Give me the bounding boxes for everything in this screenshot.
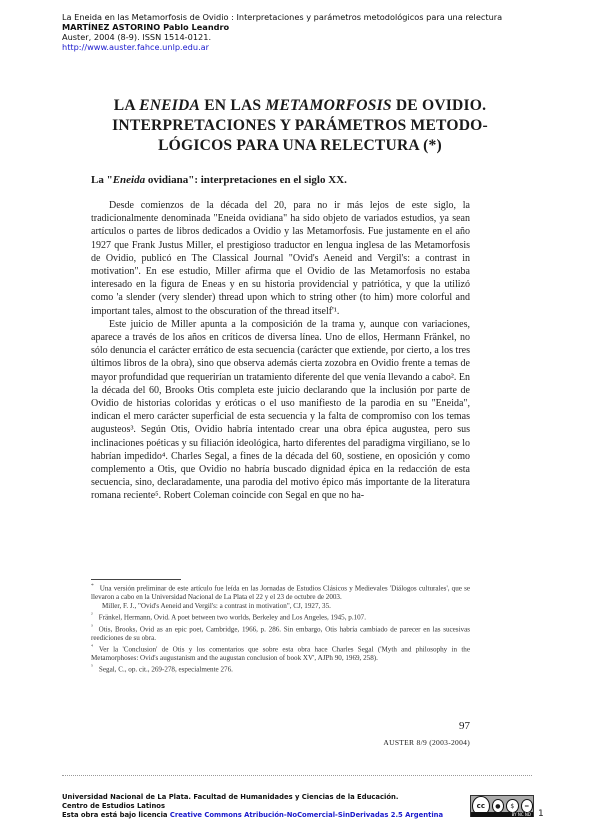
footnote [91,582,470,602]
footnote-text: Ver la 'Conclusion' de Otis y los comentarios que sobre esta obra hace Charles Segal ('Myth and philosophy in the Metamorphoses: Ovid's augustanism and the augustan conclusion of book XV', AJPh 90, 1969, 258). [91,645,470,663]
section-heading [91,174,347,186]
footnote-mark: ⁵ [91,664,93,671]
cc-label-nc: NC [517,812,524,817]
license-link[interactable]: Creative Commons Atribución-NoComercial-SinDerivadas 2.5 Argentina [169,811,444,819]
header-citation-title: La Eneida en las Metamorfosis de Ovidio : Interpretaciones y parámetros metodológicos para una relectura [62,12,503,22]
footer-institution: Universidad Nacional de La Plata. Facultad de Humanidades y Ciencias de la Educación. [62,793,399,801]
title-italic-eneida: ENEIDA [139,97,201,114]
footnotes [91,582,470,675]
paragraph-2: Este juicio de Miller apunta a la composición de la trama y, aunque con variaciones, aparece a través de los años en críticos de diversa línea. Uno de ellos, Hermann Fränkel, no sólo denuncia el carácter errático de esta secuencia (carácter que extiende, por cierto, a los tres últimos libros de la obra), sino que observa además cierta zozobra en Ovidio frente a temas de mayor profundidad que requerirían un tratamiento diferente del que venía llevando a cabo². En la década del 60, Brooks Otis completa este juicio declarando que la inclusión por parte de Ovidio de historias coloridas y eróticas o el uso manifiesto de la parodia en su "Eneida", indican el mero carácter superficial de esta secuencia y la falta de compromiso con los temas augusteos³. Según Otis, Ovidio habría intentado crear una obra épica augustea, pero sus inclinaciones poéticas y su filiación ideológica, harto diferentes del paradigma virgiliano, se lo habrían impedido⁴. Charles Segal, a fines de la década del 60, sostiene, en oposición y como complemento a Otis, que Ovidio no habría buscado dignidad épica en la redacción de esta secuencia, sino, declaradamente, una parodia del motivo épico más importante de la literatura romana reciente⁵. Robert Coleman coincide con Segal en que no ha- [91,318,470,502]
title-part: LA [113,97,140,114]
title-italic-metamorfosis: METAMORFOSIS [265,97,392,114]
footnote-divider [91,579,181,580]
journal-reference: AUSTER 8/9 (2003-2004) [383,738,470,747]
footer-license-prefix: Esta obra está bajo licencia [62,811,170,819]
header-link[interactable]: http://www.auster.fahce.unlp.edu.ar [62,42,210,52]
header-journal: Auster, 2004 (8-9). ISSN 1514-0121. [62,32,212,42]
section-heading-part: ovidiana": interpretaciones en el siglo XX. [145,174,347,186]
article-title [70,96,530,156]
nc-icon: $ [506,799,518,813]
title-line-2: INTERPRETACIONES Y PARÁMETROS METODO- [112,117,488,134]
document-header [62,12,582,52]
header-author: MARTÍNEZ ASTORINO Pablo Leandro [62,22,230,32]
footer-center: Centro de Estudios Latinos [62,802,166,810]
footnote-mark: ² [91,612,93,619]
footnote [91,663,470,674]
footnote-text: Segal, C., op. cit., 269-278, especialmente 276. [98,665,233,674]
section-heading-italic: Eneida [112,174,146,186]
footer-page-number: 1 [538,809,544,819]
by-icon: ● [492,799,504,813]
title-line-1 [70,96,530,116]
creative-commons-badge[interactable] [470,795,534,817]
nd-icon: = [521,799,533,813]
footer-divider [62,775,532,776]
footnote-mark: * [91,583,94,589]
footnote-mark: ³ [91,623,93,630]
paragraph-1: Desde comienzos de la década del 20, para no ir más lejos de este siglo, la tradicionalmente denominada "Eneida ovidiana" ha sido objeto de variados estudios, ya sean artículos o partes de libros dedicados a Ovidio y las Metamorfosis. Fue justamente en el año 1927 que Frank Justus Miller, el prestigioso traductor en lengua inglesa de las Metamorfosis de Ovidio, publicó en The Classical Journal "Ovid's Aeneid and Vergil's: a contrast in motivation". En ese estudio, Miller afirma que el Ovidio de las Metamorfosis no estaba interesado en la figura de Eneas y en su historia providencial y patriótica, y que la utilizó como 'a slender (very slender) thread upon which to string other (to him) more colorful and important tales, almost to the obscuration of the thread itself'¹. [91,200,470,317]
footnote [91,602,470,611]
title-part: EN LAS [200,97,266,114]
footnote [91,611,470,622]
page-number: 97 [459,720,470,732]
cc-badge-labels [471,812,533,817]
repository-footer [62,793,462,820]
cc-label-nd: ND [524,812,531,817]
footnote-mark: ⁴ [91,644,93,651]
footer-license [62,811,462,820]
cc-icon: cc [472,796,490,816]
footnote-text: Fränkel, Hermann, Ovid. A poet between two worlds, Berkeley and Los Angeles, 1945, p.107. [98,613,367,622]
footnote-text: Miller, F. J., "Ovid's Aeneid and Vergil's: a contrast in motivation", CJ, 1927, 35. [102,602,331,611]
footnote-text: Otis, Brooks, Ovid as an epic poet, Cambridge, 1966, p. 286. Sin embargo, Otis habría cambiado de parecer en las sucesivas reediciones de su obra. [91,625,470,643]
footnote-text: Una versión preliminar de este artículo fue leída en las Jornadas de Estudios Clásicos y Medievales 'Diálogos culturales', que se llevaron a cabo en la Universidad Nacional de La Plata el 22 y el 23 de octubre de 2003. [91,584,470,602]
cc-label-by: BY [511,812,517,817]
body-text [91,199,470,503]
footnote [91,643,470,663]
section-heading-part: La " [91,174,113,186]
title-line-3: LÓGICOS PARA UNA RELECTURA (*) [158,137,442,154]
footnote [91,623,470,643]
title-part: DE OVIDIO. [391,97,487,114]
